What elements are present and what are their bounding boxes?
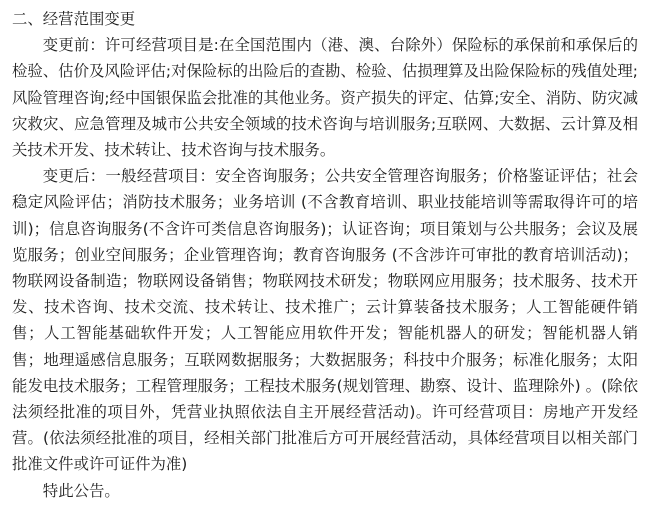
announcement-body	[12, 6, 638, 504]
section-heading: 二、经营范围变更	[12, 10, 136, 28]
scope-after-paragraph: 变更后：一般经营项目：安全咨询服务；公共安全管理咨询服务；价格鉴证评估；社会稳定风险评估；消防技术服务；业务培训 (不含教育培训、职业技能培训等需取得许可的培训)；信息咨询服务(不含许可类信息咨询服务)；认证咨询；项目策划与公共服务；会议及展览服务；创业空间服务；企业管理咨询；教育咨询服务 (不含涉许可审批的教育培训活动)；物联网设备制造；物联网设备销售；物联网技术研发；物联网应用服务；技术服务、技术开发、技术咨询、技术交流、技术转让、技术推广；云计算装备技术服务；人工智能硬件销售；人工智能基础软件开发；人工智能应用软件开发；智能机器人的研发；智能机器人销售；地理遥感信息服务；互联网数据服务；大数据服务；科技中介服务；标准化服务；太阳能发电技术服务；工程管理服务；工程技术服务(规划管理、勘察、设计、监理除外) 。(除依法须经批准的项目外，凭营业执照依法自主开展经营活动)。许可经营项目：房地产开发经营。(依法须经批准的项目，经相关部门批准后方可开展经营活动，具体经营项目以相关部门批准文件或许可证件为准)	[12, 167, 638, 474]
scope-before-paragraph: 变更前：许可经营项目是:在全国范围内（港、澳、台除外）保险标的承保前和承保后的检验、估价及风险评估;对保险标的出险后的查勘、检验、估损理算及出险保险标的残值处理;风险管理咨询;经中国银保监会批准的其他业务。资产损失的评定、估算;安全、消防、防灾减灾救灾、应急管理及城市公共安全领域的技术咨询与培训服务;互联网、大数据、云计算及相关技术开发、技术转让、技术咨询与技术服务。	[12, 36, 638, 160]
closing-statement: 特此公告。	[42, 481, 120, 500]
